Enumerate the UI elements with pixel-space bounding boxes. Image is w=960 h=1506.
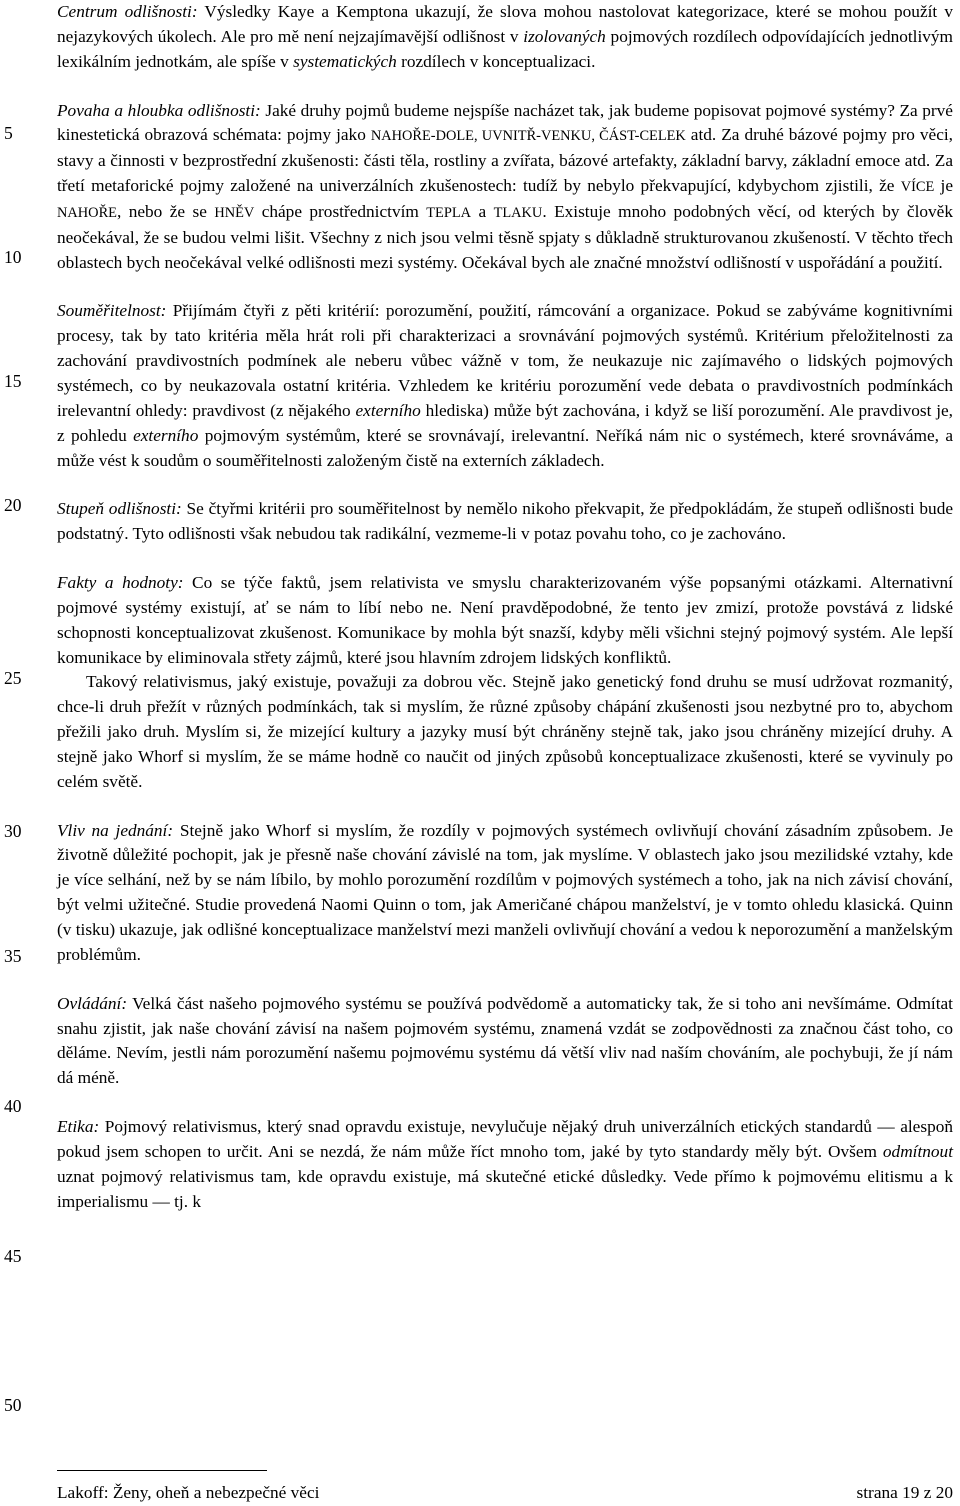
paragraph-heading: Centrum odlišnosti: bbox=[57, 2, 198, 21]
paragraph-heading: Vliv na jednání: bbox=[57, 820, 174, 840]
footer-divider bbox=[57, 1470, 267, 1471]
paragraph-fakty: Fakty a hodnoty: Co se týče faktů, jsem relativista ve smyslu charakterizovaném výše popsanými otázkami. Alternativní pojmové systémy existují, ať se nám to líbí nebo ne. Není pravděpodobné, že tento jev zmizí, protože povstává z lidské schopnosti konceptualizovat zkušenost. Komunikace by mohla být snazší, kdyby měli všichni stejný pojmový systém. Ale lepší komunikace by eliminovala střety zájmů, které jsou hlavním zdrojem lidských konfliktů. bbox=[57, 573, 953, 667]
document-body bbox=[57, 0, 953, 1214]
line-number: 35 bbox=[4, 946, 22, 966]
line-number: 25 bbox=[4, 668, 22, 688]
line-number: 50 bbox=[4, 1395, 22, 1415]
paragraph-heading: Souměřitelnost: bbox=[57, 301, 167, 321]
paragraph-heading: Etika: bbox=[57, 1117, 100, 1137]
footer-title: Lakoff: Ženy, oheň a nebezpečné věci bbox=[57, 1483, 320, 1502]
paragraph-povaha: Povaha a hloubka odlišnosti: Jaké druhy pojmů budeme nejspíše nacházet tak, jak budeme popisovat pojmové systémy? Za prvé kinestetická obrazová schémata: pojmy jako NAHOŘE-DOLE, UVNITŘ-VENKU, ČÁST-CELEK atd. Za druhé bázové pojmy pro věci, stavy a činnosti v bezprostřední zkušenosti: části těla, rostliny a zvířata, bázové artefakty, základní barvy, základní emoce atd. Za třetí metaforické pojmy založené na univerzálních zkušenostech: tudíž by nebylo překvapující, kdybychom zjistili, že VÍCE je NAHOŘE, nebo že se HNĚV chápe prostřednictvím TEPLA a TLAKU. Existuje mnoho podobných věcí, od kterých by člověk neočekával, že se budou velmi lišit. Všechny z nich jsou velmi těsně spjaty s důkladně strukturovanou zkušeností. V těchto třech oblastech bych neočekával velké odlišnosti mezi systémy. Očekával bych ale značné množství odlišností v uspořádání a použití. bbox=[57, 100, 953, 272]
paragraph-stupen: Stupeň odlišnosti: Se čtyřmi kritérii pro souměřitelnost by nemělo nikoho překvapit, že předpokládám, že stupeň odlišnosti bude podstatný. Tyto odlišnosti však nebudou tak radikální, vezmeme-li v potaz povahu toho, co je zachováno. bbox=[57, 499, 954, 544]
page-footer bbox=[57, 1481, 953, 1505]
paragraph-centrum: Centrum odlišnosti: Výsledky Kaye a Kemptona ukazují, že slova mohou nastolovat kategorizace, které se mohou použít v nejazykových úkolech. Ale pro mě není nejzajímavější odlišnost v izolovaných pojmových rozdílech odpovídajících jednotlivým lexikálním jednotkám, ale spíše v systematických rozdílech v konceptualizaci. bbox=[57, 2, 953, 71]
paragraph-heading: Povaha a hloubka odlišnosti: bbox=[57, 100, 261, 120]
line-number: 30 bbox=[4, 821, 22, 841]
footer-page-number: strana 19 z 20 bbox=[856, 1483, 953, 1502]
paragraph-etika: Etika: Pojmový relativismus, který snad opravdu existuje, nevylučuje nějaký druh univerzálních etických standardů — alespoň pokud jsem schopen to určit. Ani se nezdá, že nám může říct mnoho tom, jaké by tyto standardy měly být. Ovšem odmítnout uznat pojmový relativismus tam, kde opravdu existuje, má skutečné etické důsledky. Vede přímo k pojmovému elitismu a k imperialismu — tj. k bbox=[57, 1117, 953, 1211]
line-number: 45 bbox=[4, 1246, 22, 1266]
line-number: 5 bbox=[4, 123, 13, 143]
paragraph-takovy: Takový relativismus, jaký existuje, považuji za dobrou věc. Stejně jako genetický fond druhu se musí udržovat rozmanitý, chce-li druh přežít v různých podmínkách, tak si myslím, že různé způsoby chápání zkušenosti jsou nezbytné pro to, abychom přežili jako druh. Myslím si, že mizející kultury a jazyky musí být chráněny stejně tak, jako jsou chráněny mizející druhy. A stejně jako Whorf si myslím, že se máme hodně co naučit od jiných způsobů konceptualizace zkušenosti, které se vyvinuly po celém světě. bbox=[57, 672, 953, 791]
line-number: 20 bbox=[4, 495, 22, 515]
paragraph-vliv: Vliv na jednání: Stejně jako Whorf si myslím, že rozdíly v pojmových systémech ovlivňují chování zásadním způsobem. Je životně důležité pochopit, jak je přesně naše chování závislé na tom, jak myslíme. V oblastech jako jsou mezilidské vztahy, kde je více selhání, než by se nám líbilo, by mohlo porozumění rozdílům v pojmových systémech a toho, jak na nich závisí chování, být velmi užitečné. Studie provedená Naomi Quinn o tom, jak Američané chápou manželství, je v tomto ohledu klasická. Quinn (v tisku) ukazuje, jak odlišné konceptualizace manželství mezi manželi ovlivňují chování a vedou k neporozumění a manželským problémům. bbox=[57, 820, 954, 964]
paragraph-heading: Fakty a hodnoty: bbox=[57, 573, 184, 593]
line-number: 40 bbox=[4, 1096, 22, 1116]
line-numbers bbox=[0, 0, 40, 1506]
line-number: 15 bbox=[4, 371, 22, 391]
paragraph-heading: Ovládání: bbox=[57, 993, 128, 1013]
paragraph-heading: Stupeň odlišnosti: bbox=[57, 499, 182, 519]
paragraph-ovladani: Ovládání: Velká část našeho pojmového systému se používá podvědomě a automaticky tak, že si toho ani nevšímáme. Odmítat snahu zjistit, jak naše chování závisí na našem pojmovém systému, znamená vzdát se zodpovědnosti za značnou část toho, co děláme. Nevím, jestli nám porozumění našemu pojmovému systému dá větší vliv nad naším chováním, ale pochybuji, že jí nám dá méně. bbox=[57, 993, 953, 1088]
paragraph-soumeritelnost: Souměřitelnost: Přijímám čtyři z pěti kritérií: porozumění, použití, rámcování a organizace. Pokud se zabýváme kognitivními procesy, tak by tato kritéria měla hrát roli při charakterizaci a srovnávání pojmových systémů. Kritérium přeložitelnosti za zachování pravdivostních podmínek ale neberu vůbec vážně v tom, že neukazuje nic zajímavého o lidských pojmových systémech, co by neukazovala ostatní kritéria. Vzhledem ke kritériu porozumění vede debata o pravdivostních podmínkách irelevantní ohledy: pravdivost (z nějakého externího hlediska) může být zachována, i když se liší porozumění. Ale pravdivost je, z pohledu externího pojmovým systémům, které se srovnávají, irelevantní. Neříká nám nic o systémech, které srovnáváme, a může vést k soudům o souměřitelnosti založeným čistě na externích základech. bbox=[57, 301, 953, 470]
line-number: 10 bbox=[4, 247, 22, 267]
